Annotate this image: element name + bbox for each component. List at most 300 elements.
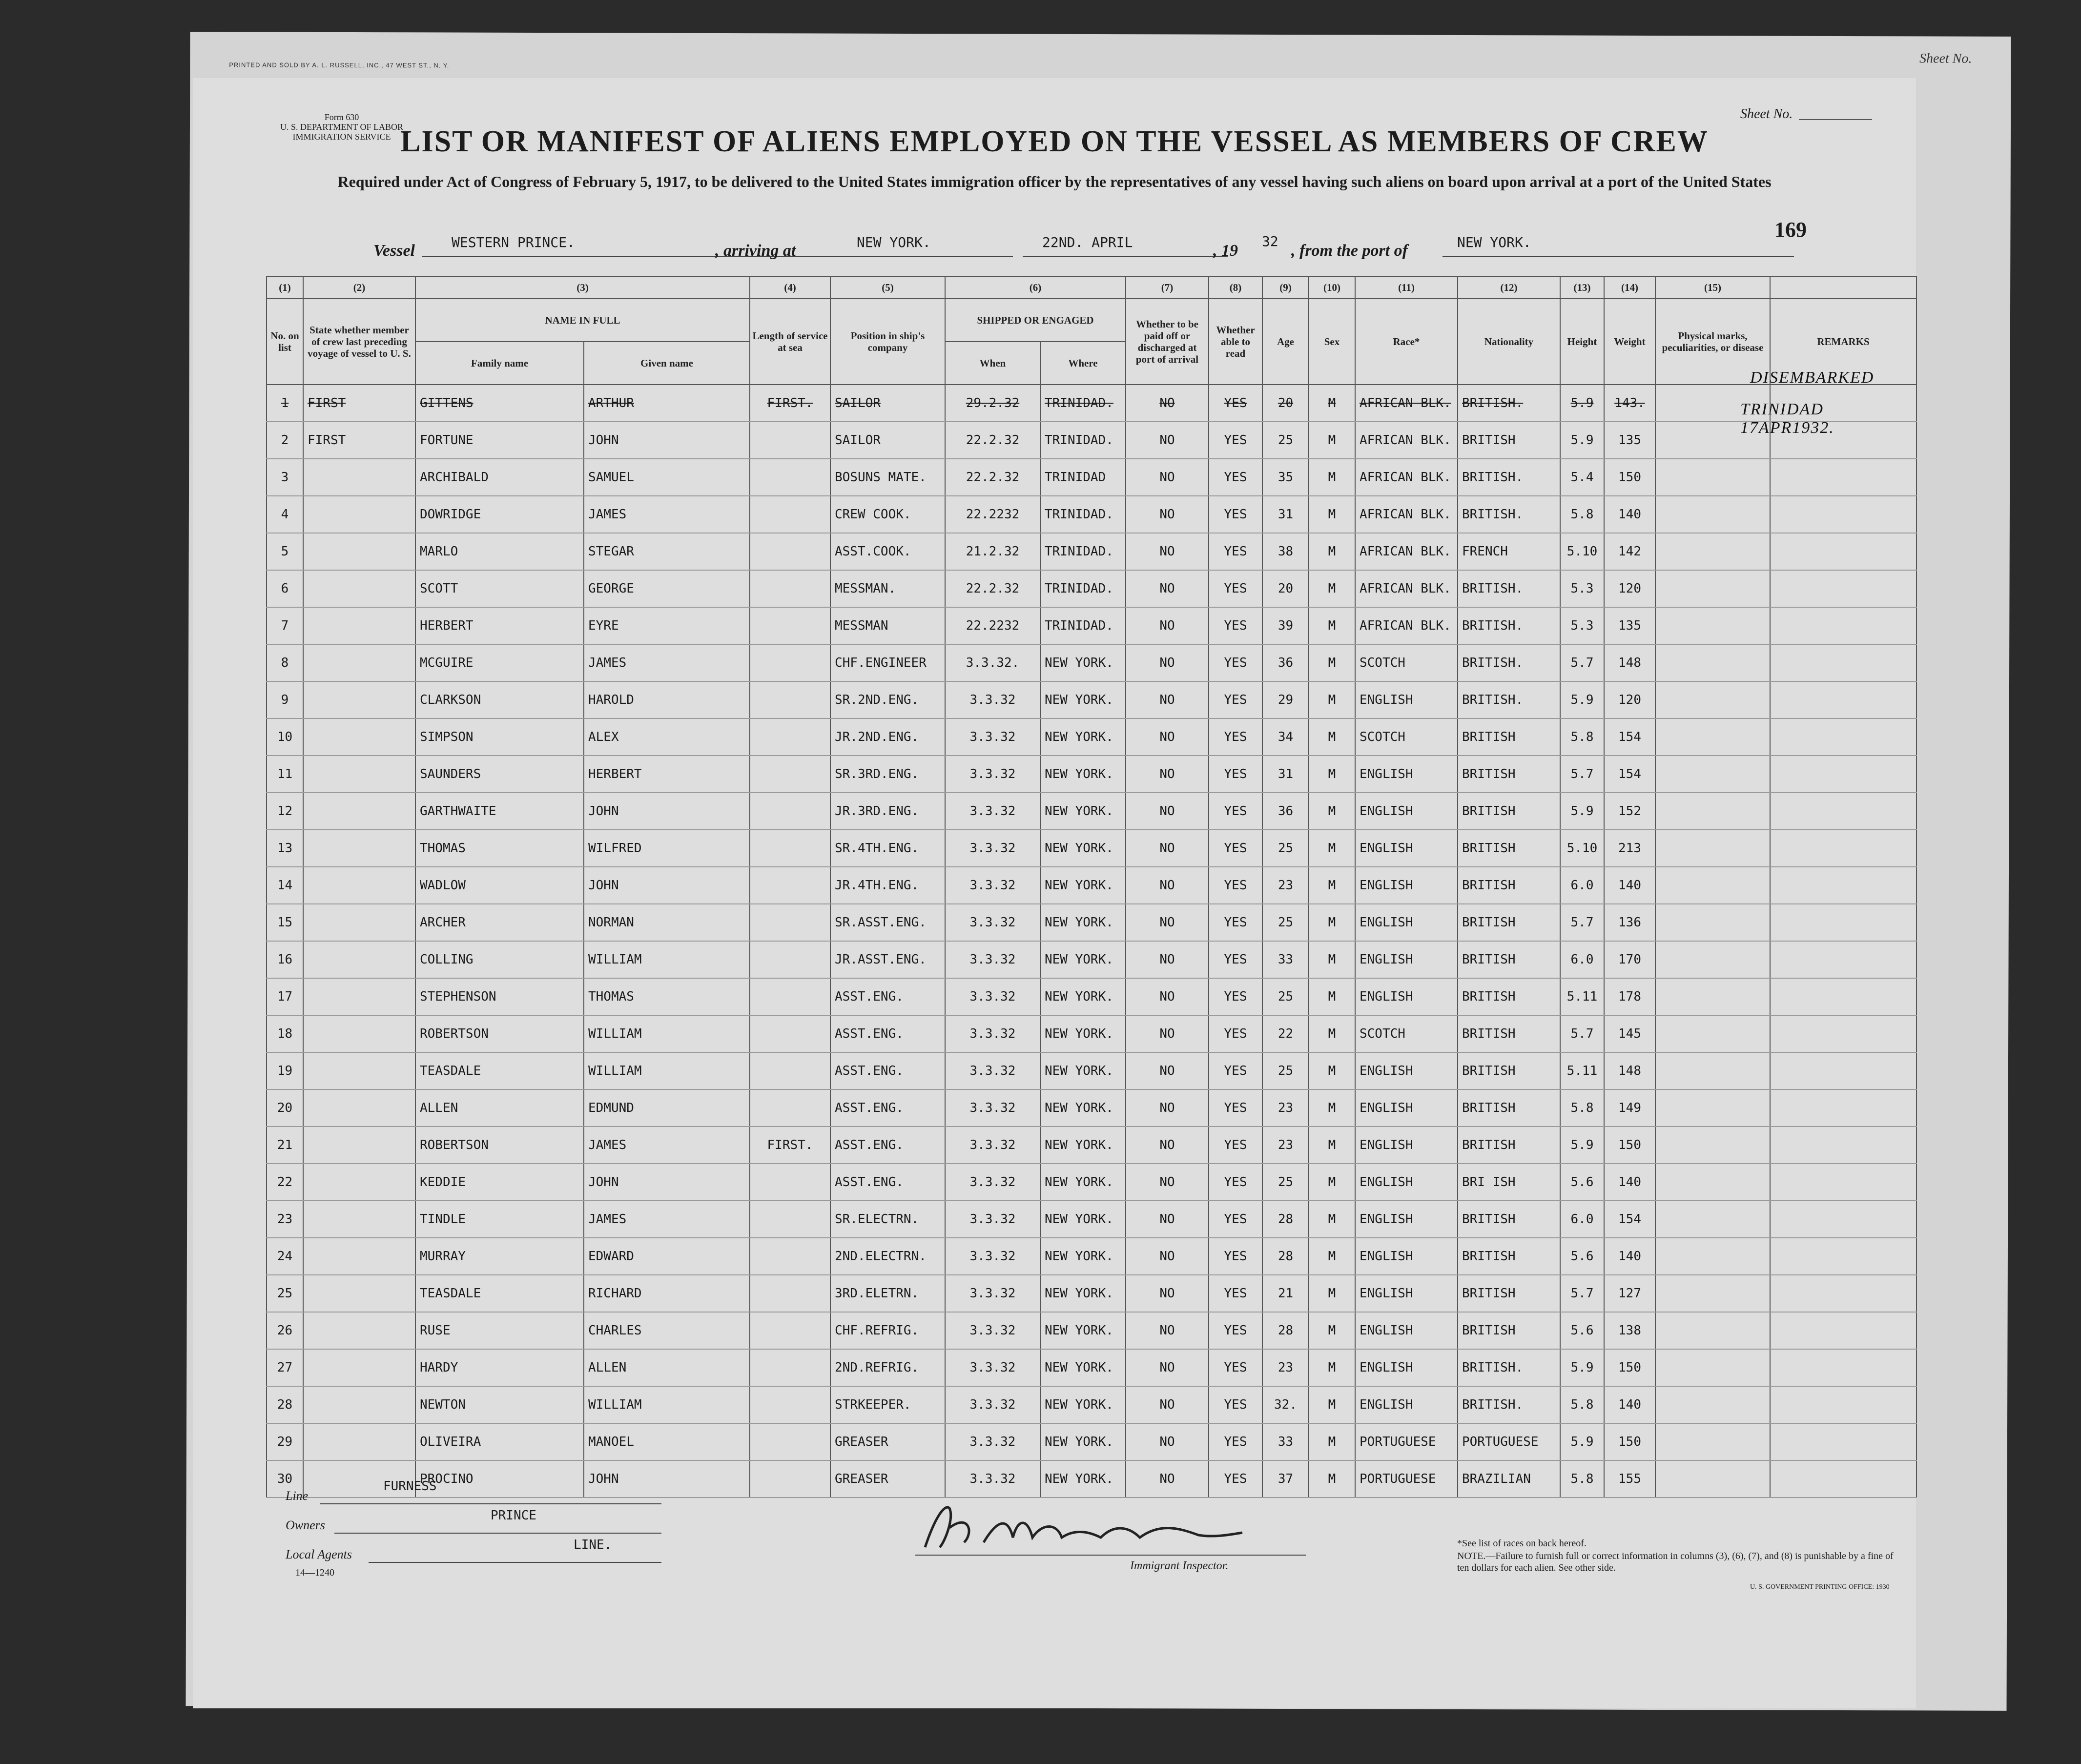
sex-cell: M [1309, 1460, 1355, 1497]
remarks-cell [1770, 904, 1916, 941]
position-cell: ASST.ENG. [830, 1052, 945, 1089]
arriving-port: NEW YORK. [857, 234, 931, 250]
shipped-when-cell: 3.3.32 [945, 1052, 1040, 1089]
remarks-cell [1770, 1127, 1916, 1164]
shipped-when-cell: 3.3.32 [945, 1201, 1040, 1238]
col-16-blank [1770, 276, 1916, 299]
weight-cell: 135 [1604, 422, 1655, 459]
age-cell: 33 [1262, 941, 1309, 978]
table-row [267, 1201, 1916, 1238]
sex-cell: M [1309, 1164, 1355, 1201]
table-row [267, 904, 1916, 941]
family-name-cell: DOWRIDGE [415, 496, 584, 533]
paid-off-cell: NO [1126, 422, 1209, 459]
service-length-cell [750, 1423, 830, 1460]
row-number-cell: 15 [267, 904, 303, 941]
nationality-cell: BRITISH [1458, 422, 1560, 459]
weight-cell: 143. [1604, 385, 1655, 422]
given-name-cell: EDWARD [584, 1238, 750, 1275]
age-cell: 32. [1262, 1386, 1309, 1423]
owners-value: PRINCE [491, 1508, 536, 1523]
service-length-cell [750, 1089, 830, 1127]
sex-cell: M [1309, 644, 1355, 681]
age-cell: 34 [1262, 718, 1309, 756]
age-cell: 22 [1262, 1015, 1309, 1052]
given-name-cell: WILLIAM [584, 1386, 750, 1423]
col-7-number: (7) [1126, 276, 1209, 299]
crew-state-cell [303, 1312, 415, 1349]
family-name-cell: GITTENS [415, 385, 584, 422]
physical-marks-cell [1655, 1127, 1770, 1164]
age-cell: 28 [1262, 1238, 1309, 1275]
height-cell: 5.9 [1560, 793, 1604, 830]
col-13-number: (13) [1560, 276, 1604, 299]
row-number-cell: 22 [267, 1164, 303, 1201]
shipped-when-cell: 22.2.32 [945, 422, 1040, 459]
shipped-where-cell: NEW YORK. [1040, 1238, 1126, 1275]
age-cell: 33 [1262, 1423, 1309, 1460]
sex-cell: M [1309, 1089, 1355, 1127]
position-cell: ASST.ENG. [830, 1089, 945, 1127]
shipped-when-cell: 29.2.32 [945, 385, 1040, 422]
given-name-cell: JOHN [584, 867, 750, 904]
arriving-label: , arriving at [715, 242, 796, 260]
paid-off-cell: NO [1126, 570, 1209, 607]
row-number-cell: 19 [267, 1052, 303, 1089]
service-length-cell [750, 830, 830, 867]
remarks-cell [1770, 718, 1916, 756]
race-cell: PORTUGUESE [1355, 1423, 1458, 1460]
able-to-read-cell: YES [1209, 496, 1262, 533]
age-cell: 29 [1262, 681, 1309, 718]
position-cell: CHF.REFRIG. [830, 1312, 945, 1349]
shipped-when-cell: 3.3.32 [945, 867, 1040, 904]
age-cell: 25 [1262, 1164, 1309, 1201]
nationality-cell: BRITISH [1458, 978, 1560, 1015]
shipped-when-cell: 3.3.32 [945, 1089, 1040, 1127]
crew-rows [267, 385, 1916, 1497]
nationality-cell: BRITISH. [1458, 1349, 1560, 1386]
shipped-where-cell: NEW YORK. [1040, 1201, 1126, 1238]
race-cell: ENGLISH [1355, 941, 1458, 978]
remarks-cell [1770, 1386, 1916, 1423]
position-cell: ASST.ENG. [830, 1015, 945, 1052]
crew-state-cell [303, 1386, 415, 1423]
given-name-cell: EDMUND [584, 1089, 750, 1127]
shipped-where-cell: NEW YORK. [1040, 1349, 1126, 1386]
crew-state-cell [303, 867, 415, 904]
table-row [267, 1089, 1916, 1127]
given-name-cell: WILLIAM [584, 941, 750, 978]
given-name-cell: JOHN [584, 422, 750, 459]
shipped-when-cell: 21.2.32 [945, 533, 1040, 570]
physical-marks-cell [1655, 756, 1770, 793]
age-cell: 23 [1262, 1089, 1309, 1127]
fine-note: NOTE.—Failure to furnish full or correct information in columns (3), (6), (7), and (8) is punishable by a fine of ten dollars for each alien. See other side. [1457, 1551, 1894, 1573]
position-cell: ASST.ENG. [830, 1164, 945, 1201]
shipped-when-cell: 3.3.32 [945, 1275, 1040, 1312]
physical-marks-cell [1655, 941, 1770, 978]
nationality-cell: BRITISH. [1458, 385, 1560, 422]
shipped-where-cell: NEW YORK. [1040, 1460, 1126, 1497]
form-code: 14—1240 [295, 1567, 334, 1578]
col-remarks-header: REMARKS [1770, 299, 1916, 385]
weight-cell: 155 [1604, 1460, 1655, 1497]
age-cell: 20 [1262, 570, 1309, 607]
from-port-line [1442, 256, 1794, 257]
weight-cell: 150 [1604, 1423, 1655, 1460]
height-cell: 6.0 [1560, 867, 1604, 904]
sex-cell: M [1309, 385, 1355, 422]
shipped-where-cell: NEW YORK. [1040, 1052, 1126, 1089]
weight-cell: 148 [1604, 644, 1655, 681]
footer [266, 1464, 1916, 1708]
physical-marks-cell [1655, 1423, 1770, 1460]
weight-cell: 140 [1604, 1164, 1655, 1201]
race-cell: AFRICAN BLK. [1355, 570, 1458, 607]
table-row [267, 422, 1916, 459]
family-name-cell: NEWTON [415, 1386, 584, 1423]
line-underline [320, 1503, 661, 1504]
shipped-when-cell: 3.3.32 [945, 904, 1040, 941]
race-cell: ENGLISH [1355, 978, 1458, 1015]
able-to-read-cell: YES [1209, 1238, 1262, 1275]
sex-cell: M [1309, 1127, 1355, 1164]
height-cell: 5.7 [1560, 756, 1604, 793]
crew-state-cell [303, 1238, 415, 1275]
row-number-cell: 27 [267, 1349, 303, 1386]
height-cell: 5.9 [1560, 422, 1604, 459]
owners-label: Owners [286, 1518, 325, 1532]
race-cell: AFRICAN BLK. [1355, 496, 1458, 533]
weight-cell: 142 [1604, 533, 1655, 570]
col-9-number: (9) [1262, 276, 1309, 299]
age-cell: 35 [1262, 459, 1309, 496]
row-number-cell: 13 [267, 830, 303, 867]
able-to-read-cell: YES [1209, 904, 1262, 941]
remarks-cell [1770, 1275, 1916, 1312]
department: U. S. DEPARTMENT OF LABOR [280, 122, 403, 132]
race-cell: SCOTCH [1355, 718, 1458, 756]
paid-off-cell: NO [1126, 1089, 1209, 1127]
position-cell: SR.ELECTRN. [830, 1201, 945, 1238]
given-name-cell: JOHN [584, 1164, 750, 1201]
able-to-read-cell: YES [1209, 1089, 1262, 1127]
shipped-where-cell: NEW YORK. [1040, 830, 1126, 867]
height-cell: 6.0 [1560, 941, 1604, 978]
weight-cell: 154 [1604, 718, 1655, 756]
nationality-cell: FRENCH [1458, 533, 1560, 570]
family-name-cell: SIMPSON [415, 718, 584, 756]
height-cell: 5.6 [1560, 1312, 1604, 1349]
service-length-cell [750, 978, 830, 1015]
given-name-cell: JOHN [584, 1460, 750, 1497]
service-length-cell [750, 681, 830, 718]
crew-state-cell [303, 1201, 415, 1238]
table-row [267, 756, 1916, 793]
col-given-name-header: Given name [584, 342, 750, 385]
race-cell: ENGLISH [1355, 1386, 1458, 1423]
service-length-cell [750, 496, 830, 533]
height-cell: 5.4 [1560, 459, 1604, 496]
physical-marks-cell [1655, 496, 1770, 533]
sex-cell: M [1309, 1201, 1355, 1238]
family-name-cell: CLARKSON [415, 681, 584, 718]
table-row [267, 1349, 1916, 1386]
able-to-read-cell: YES [1209, 793, 1262, 830]
weight-cell: 178 [1604, 978, 1655, 1015]
nationality-cell: BRI ISH [1458, 1164, 1560, 1201]
physical-marks-cell [1655, 533, 1770, 570]
remarks-cell [1770, 867, 1916, 904]
physical-marks-cell [1655, 644, 1770, 681]
nationality-cell: BRITISH [1458, 756, 1560, 793]
height-cell: 5.7 [1560, 904, 1604, 941]
height-cell: 5.11 [1560, 978, 1604, 1015]
position-cell: SR.4TH.ENG. [830, 830, 945, 867]
family-name-cell: ROBERTSON [415, 1015, 584, 1052]
height-cell: 5.8 [1560, 1460, 1604, 1497]
height-cell: 5.6 [1560, 1164, 1604, 1201]
shipped-when-cell: 3.3.32 [945, 1015, 1040, 1052]
col-height-header: Height [1560, 299, 1604, 385]
row-number-cell: 23 [267, 1201, 303, 1238]
remarks-cell [1770, 1312, 1916, 1349]
remarks-cell [1770, 1349, 1916, 1386]
given-name-cell: SAMUEL [584, 459, 750, 496]
table-row [267, 1423, 1916, 1460]
service-length-cell [750, 1164, 830, 1201]
crew-state-cell [303, 644, 415, 681]
table-row [267, 793, 1916, 830]
race-cell: ENGLISH [1355, 1127, 1458, 1164]
row-number-cell: 24 [267, 1238, 303, 1275]
service-length-cell [750, 644, 830, 681]
position-cell: CREW COOK. [830, 496, 945, 533]
shipped-where-cell: NEW YORK. [1040, 1089, 1126, 1127]
sex-cell: M [1309, 1349, 1355, 1386]
able-to-read-cell: YES [1209, 422, 1262, 459]
family-name-cell: OLIVEIRA [415, 1423, 584, 1460]
col-nationality-header: Nationality [1458, 299, 1560, 385]
table-row [267, 644, 1916, 681]
row-number-cell: 25 [267, 1275, 303, 1312]
sex-cell: M [1309, 904, 1355, 941]
weight-cell: 120 [1604, 570, 1655, 607]
family-name-cell: FORTUNE [415, 422, 584, 459]
physical-marks-cell [1655, 681, 1770, 718]
given-name-cell: JAMES [584, 1127, 750, 1164]
height-cell: 6.0 [1560, 1201, 1604, 1238]
able-to-read-cell: YES [1209, 607, 1262, 644]
col-8-number: (8) [1209, 276, 1262, 299]
given-name-cell: JAMES [584, 644, 750, 681]
page-number: 169 [1774, 218, 1807, 242]
race-cell: ENGLISH [1355, 1164, 1458, 1201]
paid-off-cell: NO [1126, 1312, 1209, 1349]
position-cell: BOSUNS MATE. [830, 459, 945, 496]
family-name-cell: MCGUIRE [415, 644, 584, 681]
position-cell: ASST.ENG. [830, 978, 945, 1015]
crew-state-cell [303, 1052, 415, 1089]
height-cell: 5.9 [1560, 1423, 1604, 1460]
table-row [267, 1238, 1916, 1275]
service-length-cell: FIRST. [750, 385, 830, 422]
given-name-cell: RICHARD [584, 1275, 750, 1312]
col-age-header: Age [1262, 299, 1309, 385]
agents-label: Local Agents [286, 1547, 352, 1561]
shipped-where-cell: NEW YORK. [1040, 793, 1126, 830]
physical-marks-cell [1655, 830, 1770, 867]
col-family-name-header: Family name [415, 342, 584, 385]
weight-cell: 140 [1604, 1386, 1655, 1423]
printing-office: U. S. GOVERNMENT PRINTING OFFICE: 1930 [1750, 1583, 1890, 1591]
table-row [267, 1127, 1916, 1164]
remarks-cell [1770, 793, 1916, 830]
family-name-cell: KEDDIE [415, 1164, 584, 1201]
shipped-when-cell: 3.3.32 [945, 978, 1040, 1015]
race-cell: ENGLISH [1355, 867, 1458, 904]
remarks-cell [1770, 681, 1916, 718]
age-cell: 28 [1262, 1201, 1309, 1238]
height-cell: 5.9 [1560, 681, 1604, 718]
row-number-cell: 17 [267, 978, 303, 1015]
race-cell: ENGLISH [1355, 1349, 1458, 1386]
paid-off-cell: NO [1126, 978, 1209, 1015]
row-number-cell: 26 [267, 1312, 303, 1349]
column-number-row [267, 276, 1916, 299]
physical-marks-cell [1655, 1275, 1770, 1312]
remarks-cell [1770, 1015, 1916, 1052]
given-name-cell: HAROLD [584, 681, 750, 718]
printer-credit: PRINTED AND SOLD BY A. L. RUSSELL, INC., 47 WEST ST., N. Y. [229, 61, 450, 69]
given-name-cell: GEORGE [584, 570, 750, 607]
table-row [267, 459, 1916, 496]
height-cell: 5.6 [1560, 1238, 1604, 1275]
paid-off-cell: NO [1126, 756, 1209, 793]
height-cell: 5.7 [1560, 644, 1604, 681]
family-name-cell: HARDY [415, 1349, 584, 1386]
weight-cell: 120 [1604, 681, 1655, 718]
table-row [267, 1015, 1916, 1052]
col-paid-off-header: Whether to be paid off or discharged at port of arrival [1126, 299, 1209, 385]
service-length-cell [750, 1275, 830, 1312]
able-to-read-cell: YES [1209, 1201, 1262, 1238]
paid-off-cell: NO [1126, 793, 1209, 830]
able-to-read-cell: YES [1209, 718, 1262, 756]
shipped-where-cell: NEW YORK. [1040, 1164, 1126, 1201]
col-sex-header: Sex [1309, 299, 1355, 385]
table-row [267, 607, 1916, 644]
physical-marks-cell [1655, 1238, 1770, 1275]
physical-marks-cell [1655, 1052, 1770, 1089]
family-name-cell: ARCHER [415, 904, 584, 941]
nationality-cell: BRITISH. [1458, 644, 1560, 681]
col-shipped-header: SHIPPED OR ENGAGED [945, 299, 1126, 342]
shipped-where-cell: NEW YORK. [1040, 1275, 1126, 1312]
crew-state-cell [303, 607, 415, 644]
year-value: 32 [1262, 233, 1278, 249]
given-name-cell: JAMES [584, 1201, 750, 1238]
sex-cell: M [1309, 1275, 1355, 1312]
shipped-when-cell: 3.3.32 [945, 1127, 1040, 1164]
paid-off-cell: NO [1126, 941, 1209, 978]
given-name-cell: EYRE [584, 607, 750, 644]
crew-state-cell [303, 1275, 415, 1312]
family-name-cell: MARLO [415, 533, 584, 570]
age-cell: 31 [1262, 496, 1309, 533]
row-number-cell: 29 [267, 1423, 303, 1460]
age-cell: 25 [1262, 422, 1309, 459]
shipped-when-cell: 3.3.32 [945, 681, 1040, 718]
race-cell: ENGLISH [1355, 793, 1458, 830]
crew-state-cell [303, 904, 415, 941]
nationality-cell: BRITISH. [1458, 607, 1560, 644]
paid-off-cell: NO [1126, 1052, 1209, 1089]
height-cell: 5.8 [1560, 718, 1604, 756]
position-cell: JR.3RD.ENG. [830, 793, 945, 830]
nationality-cell: BRITISH. [1458, 570, 1560, 607]
family-name-cell: HERBERT [415, 607, 584, 644]
weight-cell: 150 [1604, 459, 1655, 496]
weight-cell: 150 [1604, 1349, 1655, 1386]
height-cell: 5.8 [1560, 1386, 1604, 1423]
paid-off-cell: NO [1126, 533, 1209, 570]
family-name-cell: TINDLE [415, 1201, 584, 1238]
shipped-when-cell: 3.3.32 [945, 941, 1040, 978]
crew-state-cell [303, 533, 415, 570]
sex-cell: M [1309, 1312, 1355, 1349]
family-name-cell: PROCINO [415, 1460, 584, 1497]
given-name-cell: ALLEN [584, 1349, 750, 1386]
race-cell: ENGLISH [1355, 904, 1458, 941]
nationality-cell: BRITISH [1458, 718, 1560, 756]
shipped-where-cell: TRINIDAD. [1040, 607, 1126, 644]
crew-manifest-table [266, 276, 1917, 1498]
height-cell: 5.7 [1560, 1275, 1604, 1312]
race-cell: ENGLISH [1355, 1201, 1458, 1238]
service-length-cell [750, 533, 830, 570]
able-to-read-cell: YES [1209, 830, 1262, 867]
row-number-cell: 3 [267, 459, 303, 496]
shipped-when-cell: 3.3.32 [945, 1164, 1040, 1201]
shipped-where-cell: NEW YORK. [1040, 867, 1126, 904]
given-name-cell: STEGAR [584, 533, 750, 570]
crew-state-cell [303, 941, 415, 978]
height-cell: 5.10 [1560, 830, 1604, 867]
manifest-sheet [193, 78, 1916, 1708]
given-name-cell: ALEX [584, 718, 750, 756]
shipped-where-cell: NEW YORK. [1040, 1127, 1126, 1164]
crew-state-cell [303, 1423, 415, 1460]
able-to-read-cell: YES [1209, 681, 1262, 718]
shipped-when-cell: 3.3.32 [945, 1423, 1040, 1460]
col-read-header: Whether able to read [1209, 299, 1262, 385]
able-to-read-cell: YES [1209, 1052, 1262, 1089]
crew-state-cell [303, 830, 415, 867]
paid-off-cell: NO [1126, 1423, 1209, 1460]
physical-marks-cell [1655, 718, 1770, 756]
sex-cell: M [1309, 459, 1355, 496]
race-cell: PORTUGUESE [1355, 1460, 1458, 1497]
row-number-cell: 9 [267, 681, 303, 718]
table-row [267, 681, 1916, 718]
sex-cell: M [1309, 533, 1355, 570]
nationality-cell: BRITISH [1458, 1127, 1560, 1164]
family-name-cell: ROBERTSON [415, 1127, 584, 1164]
nationality-cell: BRITISH [1458, 830, 1560, 867]
able-to-read-cell: YES [1209, 978, 1262, 1015]
